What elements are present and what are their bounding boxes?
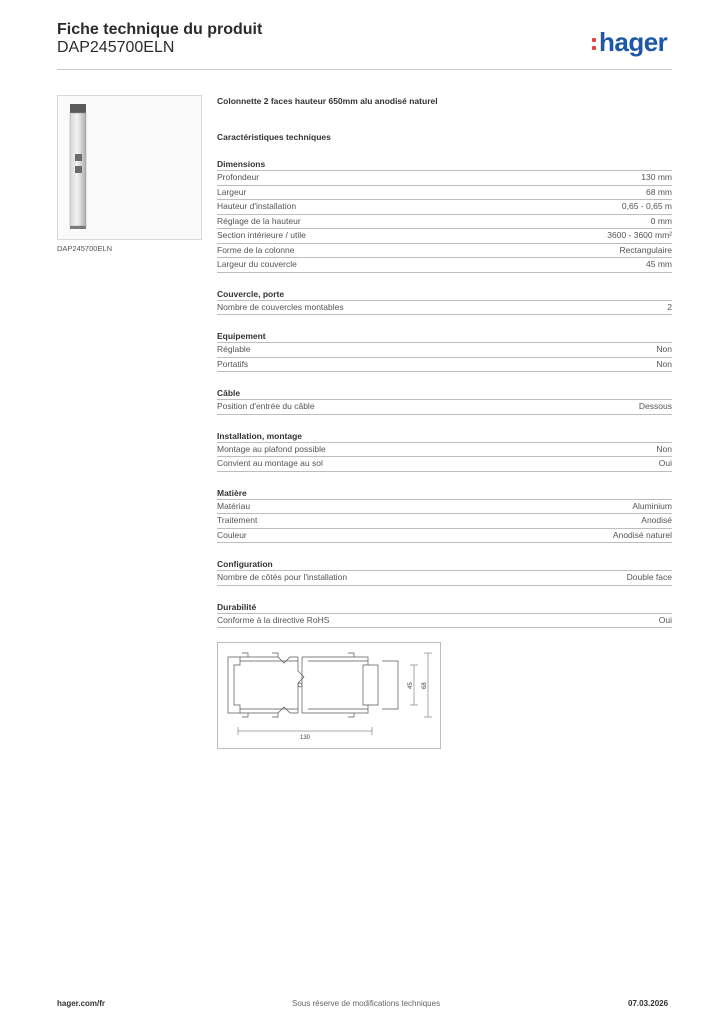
- section-divider: [217, 371, 672, 383]
- spec-label: Largeur du couvercle: [217, 259, 297, 269]
- spec-label: Conforme à la directive RoHS: [217, 614, 330, 625]
- spec-value: Non: [656, 443, 672, 454]
- spec-row: [217, 214, 672, 229]
- product-description: Colonnette 2 faces hauteur 650mm alu anodisé naturel: [217, 96, 438, 106]
- spec-label: Section intérieure / utile: [217, 230, 306, 240]
- spec-row: [217, 613, 672, 628]
- spec-value: Oui: [658, 614, 672, 625]
- spec-row: [217, 199, 672, 214]
- section-divider: [217, 272, 672, 284]
- spec-value: 68 mm: [646, 186, 672, 197]
- spec-label: Forme de la colonne: [217, 244, 295, 255]
- technical-drawing: [217, 642, 441, 749]
- spec-label: Convient au montage au sol: [217, 458, 323, 468]
- product-image: [57, 95, 202, 240]
- spec-row: [217, 528, 672, 543]
- image-caption: DAP245700ELN: [57, 244, 113, 253]
- spec-label: Montage au plafond possible: [217, 443, 326, 454]
- footer-note: Sous réserve de modifications techniques: [292, 999, 441, 1008]
- footer-date: 07.03.2026: [628, 999, 669, 1008]
- spec-label: Matériau: [217, 500, 251, 511]
- section-divider: [217, 585, 672, 597]
- logo-text: hager: [599, 27, 668, 57]
- spec-row: [217, 243, 672, 258]
- spec-row: [217, 399, 672, 414]
- spec-label: Couleur: [217, 529, 247, 540]
- spec-value: 45 mm: [646, 259, 672, 269]
- dimension-width-label: 130: [300, 735, 311, 741]
- spec-row: [217, 185, 672, 200]
- hager-logo: [592, 27, 667, 58]
- section-title: Configuration: [217, 559, 273, 569]
- spec-value: Aluminium: [632, 500, 672, 511]
- spec-value: 0 mm: [650, 215, 672, 226]
- spec-label: Nombre de couvercles montables: [217, 301, 344, 312]
- spec-row: [217, 257, 672, 272]
- section-title: Câble: [217, 388, 241, 398]
- footer-site-link[interactable]: hager.com/fr: [57, 999, 106, 1008]
- section-title: Durabilité: [217, 601, 257, 612]
- spec-value: 0,65 - 0,65 m: [621, 201, 672, 211]
- spec-row: [217, 342, 672, 357]
- spec-value: Dessous: [638, 401, 672, 411]
- spec-row: [217, 300, 672, 315]
- spec-value: 130 mm: [641, 172, 672, 182]
- spec-value: Non: [656, 358, 672, 369]
- spec-row: [217, 170, 672, 185]
- section-title: Matière: [217, 487, 247, 498]
- spec-content: [217, 96, 672, 659]
- section-divider: [217, 414, 672, 426]
- spec-value: 2: [667, 301, 672, 312]
- dimension-cover-label: 45: [408, 682, 414, 689]
- spec-row: [217, 570, 672, 585]
- spec-label: Hauteur d'installation: [217, 201, 297, 211]
- product-reference: DAP245700ELN: [57, 39, 175, 56]
- section-divider: [217, 471, 672, 483]
- section-title: Installation, montage: [217, 430, 303, 441]
- spec-label: Profondeur: [217, 172, 260, 182]
- spec-value: Anodisé: [641, 515, 672, 525]
- spec-label: Nombre de côtés pour l'installation: [217, 572, 348, 582]
- spec-label: Traitement: [217, 515, 258, 525]
- spec-label: Largeur: [217, 186, 247, 197]
- spec-row: [217, 228, 672, 243]
- spec-value: Non: [656, 344, 672, 354]
- spec-value: 3600 - 3600 mm²: [607, 230, 672, 240]
- column-product-icon: [58, 96, 201, 239]
- dimension-height-label: 68: [422, 682, 428, 689]
- section-title: Couvercle, porte: [217, 288, 285, 299]
- spec-value: Anodisé naturel: [612, 529, 672, 540]
- spec-label: Position d'entrée du câble: [217, 401, 315, 411]
- spec-value: Double face: [626, 572, 672, 582]
- spec-sections: [217, 158, 672, 639]
- spec-row: [217, 357, 672, 372]
- spec-row: [217, 442, 672, 457]
- section-divider: [217, 627, 672, 639]
- section-title: Dimensions: [217, 159, 266, 169]
- spec-value: Oui: [658, 458, 672, 468]
- spec-label: Réglable: [217, 344, 251, 354]
- profile-drawing-icon: [218, 643, 440, 748]
- spec-row: [217, 499, 672, 514]
- page-title: Fiche technique du produit: [57, 21, 263, 38]
- header-divider: [57, 69, 672, 70]
- logo-colon-icon: [592, 36, 598, 52]
- spec-row: [217, 456, 672, 471]
- section-divider: [217, 314, 672, 326]
- section-title: Equipement: [217, 331, 266, 341]
- characteristics-title: Caractéristiques techniques: [217, 132, 331, 142]
- spec-value: Rectangulaire: [619, 244, 672, 255]
- section-divider: [217, 542, 672, 554]
- spec-row: [217, 513, 672, 528]
- spec-label: Portatifs: [217, 358, 249, 369]
- spec-label: Réglage de la hauteur: [217, 215, 301, 226]
